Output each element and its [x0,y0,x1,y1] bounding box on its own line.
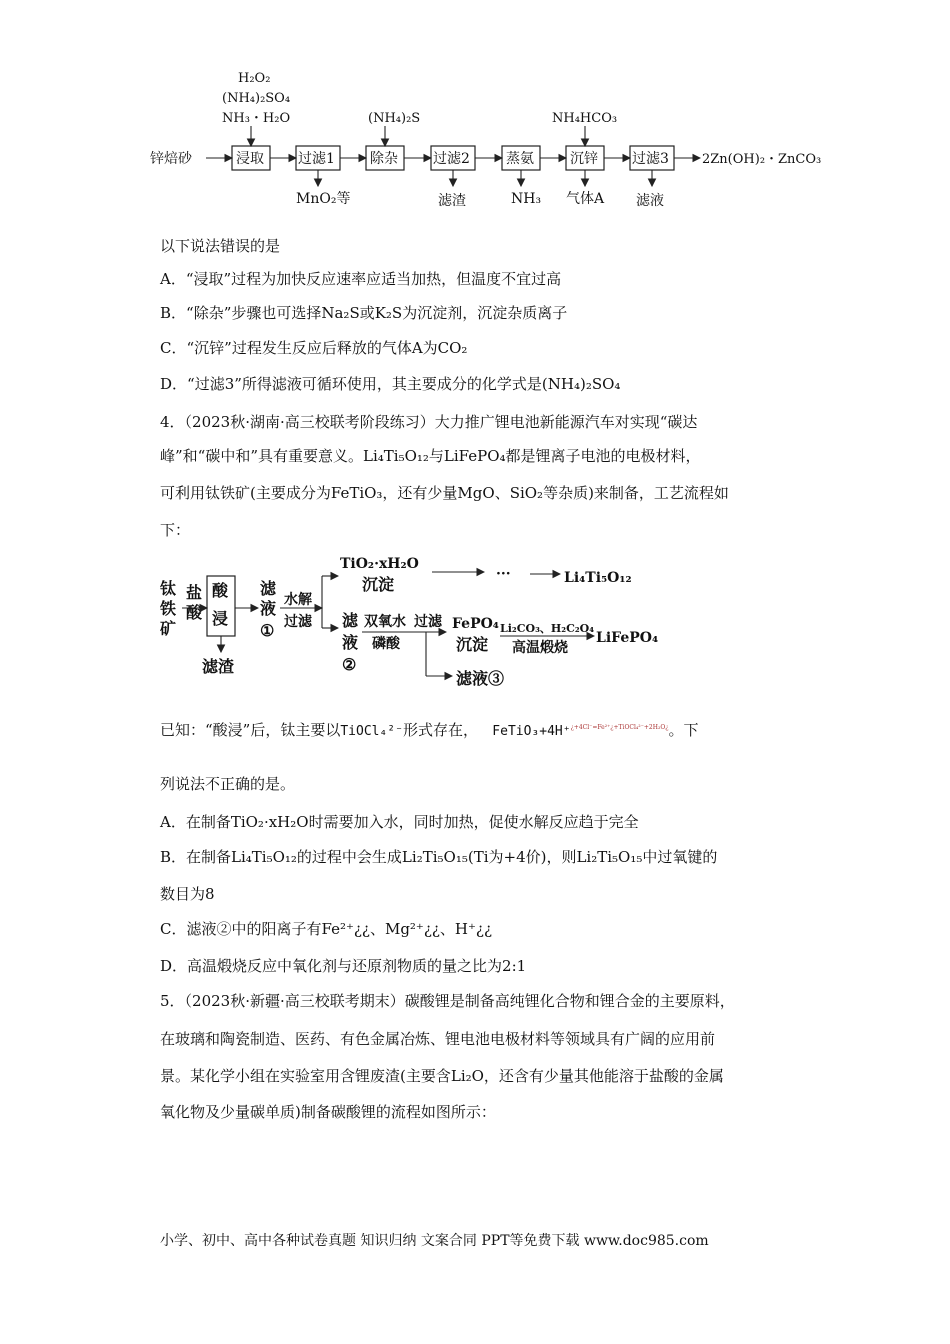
leach-char-1: 酸 [212,581,229,600]
h3po4-label: 磷酸 [372,636,400,652]
q4-known [160,718,699,742]
q5-line-4: 氧化物及少量碳单质)制备碳酸锂的流程如图所示： [160,1103,496,1121]
raw-char-1: 钛 [160,579,177,598]
raw-char-2: 铁 [160,599,177,618]
flow1-product: 2Zn(OH)₂・ZnCO₃ [702,152,822,167]
lfp-product: LiFePO₄ [596,630,659,646]
step-ammonia: 蒸氨 [506,151,534,167]
output-nh3: NH₃ [511,191,542,207]
q3-option-d: D．“过滤3”所得滤液可循环使用，其主要成分的化学式是(NH₄)₂SO₄ [160,375,621,393]
dots-label: ··· [496,566,511,582]
filtrate1-char-1: 滤 [260,579,277,598]
filter-label-1: 过滤 [284,614,312,630]
leach-char-2: 浸 [212,609,229,628]
fepo4-precip-label: 沉淀 [456,635,489,654]
calc-reagents: Li₂CO₃、H₂C₂O₄ [500,622,595,635]
step-purify: 除杂 [370,151,398,167]
q3-option-a: A．“浸取”过程为加快反应速率应适当加热，但温度不宜过高 [160,270,562,288]
known-prefix: 已知：“酸浸”后，钛主要以 [160,721,341,739]
acid-char-2: 酸 [186,603,203,622]
step-filter2: 过滤2 [433,151,470,167]
filtrate2-char-1: 滤 [342,611,359,630]
flow1-input: 锌焙砂 [150,151,192,167]
filtrate2-char-3: ② [342,655,357,674]
leach-reagent-2: (NH₄)₂SO₄ [222,91,291,106]
precip-reagent: NH₄HCO₃ [552,111,618,126]
filter-label-2: 过滤 [414,614,442,630]
q4-option-b-cont: 数目为8 [160,885,215,903]
leach-reagent-3: NH₃・H₂O [222,111,291,126]
step-zinc-precip: 沉锌 [570,151,598,167]
tio2-precip-label: 沉淀 [362,575,395,594]
page-footer: 小学、初中、高中各种试卷真题 知识归纳 文案合同 PPT等免费下载 www.doc985.com [160,1233,709,1249]
filtrate2-char-2: 液 [342,633,359,652]
output-gas-a: 气体A [566,191,605,207]
q3-option-c: C．“沉锌”过程发生反应后释放的气体A为CO₂ [160,339,468,357]
q4-option-c: C．滤液②中的阳离子有Fe²⁺¿¿、Mg²⁺¿¿、H⁺¿¿ [160,920,493,938]
fepo4-product: FePO₄ [452,616,499,632]
q4-line-2: 峰”和“碳中和”具有重要意义。Li₄Ti₅O₁₂与LiFePO₄都是锂离子电池的电极材料， [160,447,701,465]
filtrate1-char-3: ① [260,621,275,640]
q4-line-4: 下： [160,521,191,539]
q4-line-6: 列说法不正确的是。 [160,775,296,793]
known-equation-tail: ¿+4Cl⁻=Fe²⁺¿+TiOCl₄²⁻+2H₂O¿ [570,724,669,731]
q4-option-a: A．在制备TiO₂·xH₂O时需要加入水，同时加热，促使水解反应趋于完全 [160,813,639,831]
hydrolysis-label: 水解 [284,592,312,608]
calc-condition: 高温煅烧 [512,640,568,656]
lithium-battery-flowchart [150,552,670,692]
q5-line-1: 5．（2023秋·新疆·高三校联考期末）碳酸锂是制备高纯锂化合物和锂合金的主要原料， [160,992,735,1010]
q4-line-3: 可利用钛铁矿(主要成分为FeTiO₃，还有少量MgO、SiO₂等杂质)来制备，工艺流程如 [160,484,729,502]
q4-line-1: 4．（2023秋·湖南·高三校联考阶段练习）大力推广锂电池新能源汽车对实现“碳达 [160,413,698,431]
q5-line-3: 景。某化学小组在实验室用含锂废渣(主要含Li₂O，还含有少量其他能溶于盐酸的金属 [160,1067,724,1085]
output-filtrate: 滤液 [636,193,664,209]
acid-char-1: 盐 [186,583,203,602]
q3-stem: 以下说法错误的是 [160,237,281,255]
q4-option-b: B．在制备Li₄Ti₅O₁₂的过程中会生成Li₂Ti₅O₁₅(Ti为+4价)，则Li₂Ti₅O₁₅中过氧键的 [160,848,718,866]
known-end: 。下 [668,721,699,739]
purify-reagent: (NH₄)₂S [368,111,421,126]
lto-product: Li₄Ti₅O₁₂ [564,570,632,586]
known-equation: FeTiO₃+4H⁺ [492,724,571,739]
leach-reagent-1: H₂O₂ [238,71,271,86]
known-ion: TiOCl₄²⁻ [340,724,403,739]
residue-label: 滤渣 [202,657,235,676]
step-leach: 浸取 [236,151,264,167]
q4-option-d: D．高温煅烧反应中氧化剂与还原剂物质的量之比为2:1 [160,957,527,975]
filtrate1-char-2: 液 [260,599,277,618]
raw-char-3: 矿 [160,619,177,638]
step-filter3: 过滤3 [632,151,669,167]
output-mno2: MnO₂等 [296,191,351,207]
q5-line-2: 在玻璃和陶瓷制造、医药、有色金属冶炼、锂电池电极材料等领域具有广阔的应用前 [160,1030,716,1048]
q3-option-b: B．“除杂”步骤也可选择Na₂S或K₂S为沉淀剂，沉淀杂质离子 [160,304,568,322]
step-filter1: 过滤1 [298,151,335,167]
output-residue: 滤渣 [438,193,466,209]
known-mid: 形式存在， [402,721,478,739]
h2o2-label: 双氧水 [364,614,406,630]
filtrate3-label: 滤液③ [456,669,505,688]
tio2-product: TiO₂·xH₂O [340,556,419,572]
zinc-process-flowchart [150,62,850,222]
